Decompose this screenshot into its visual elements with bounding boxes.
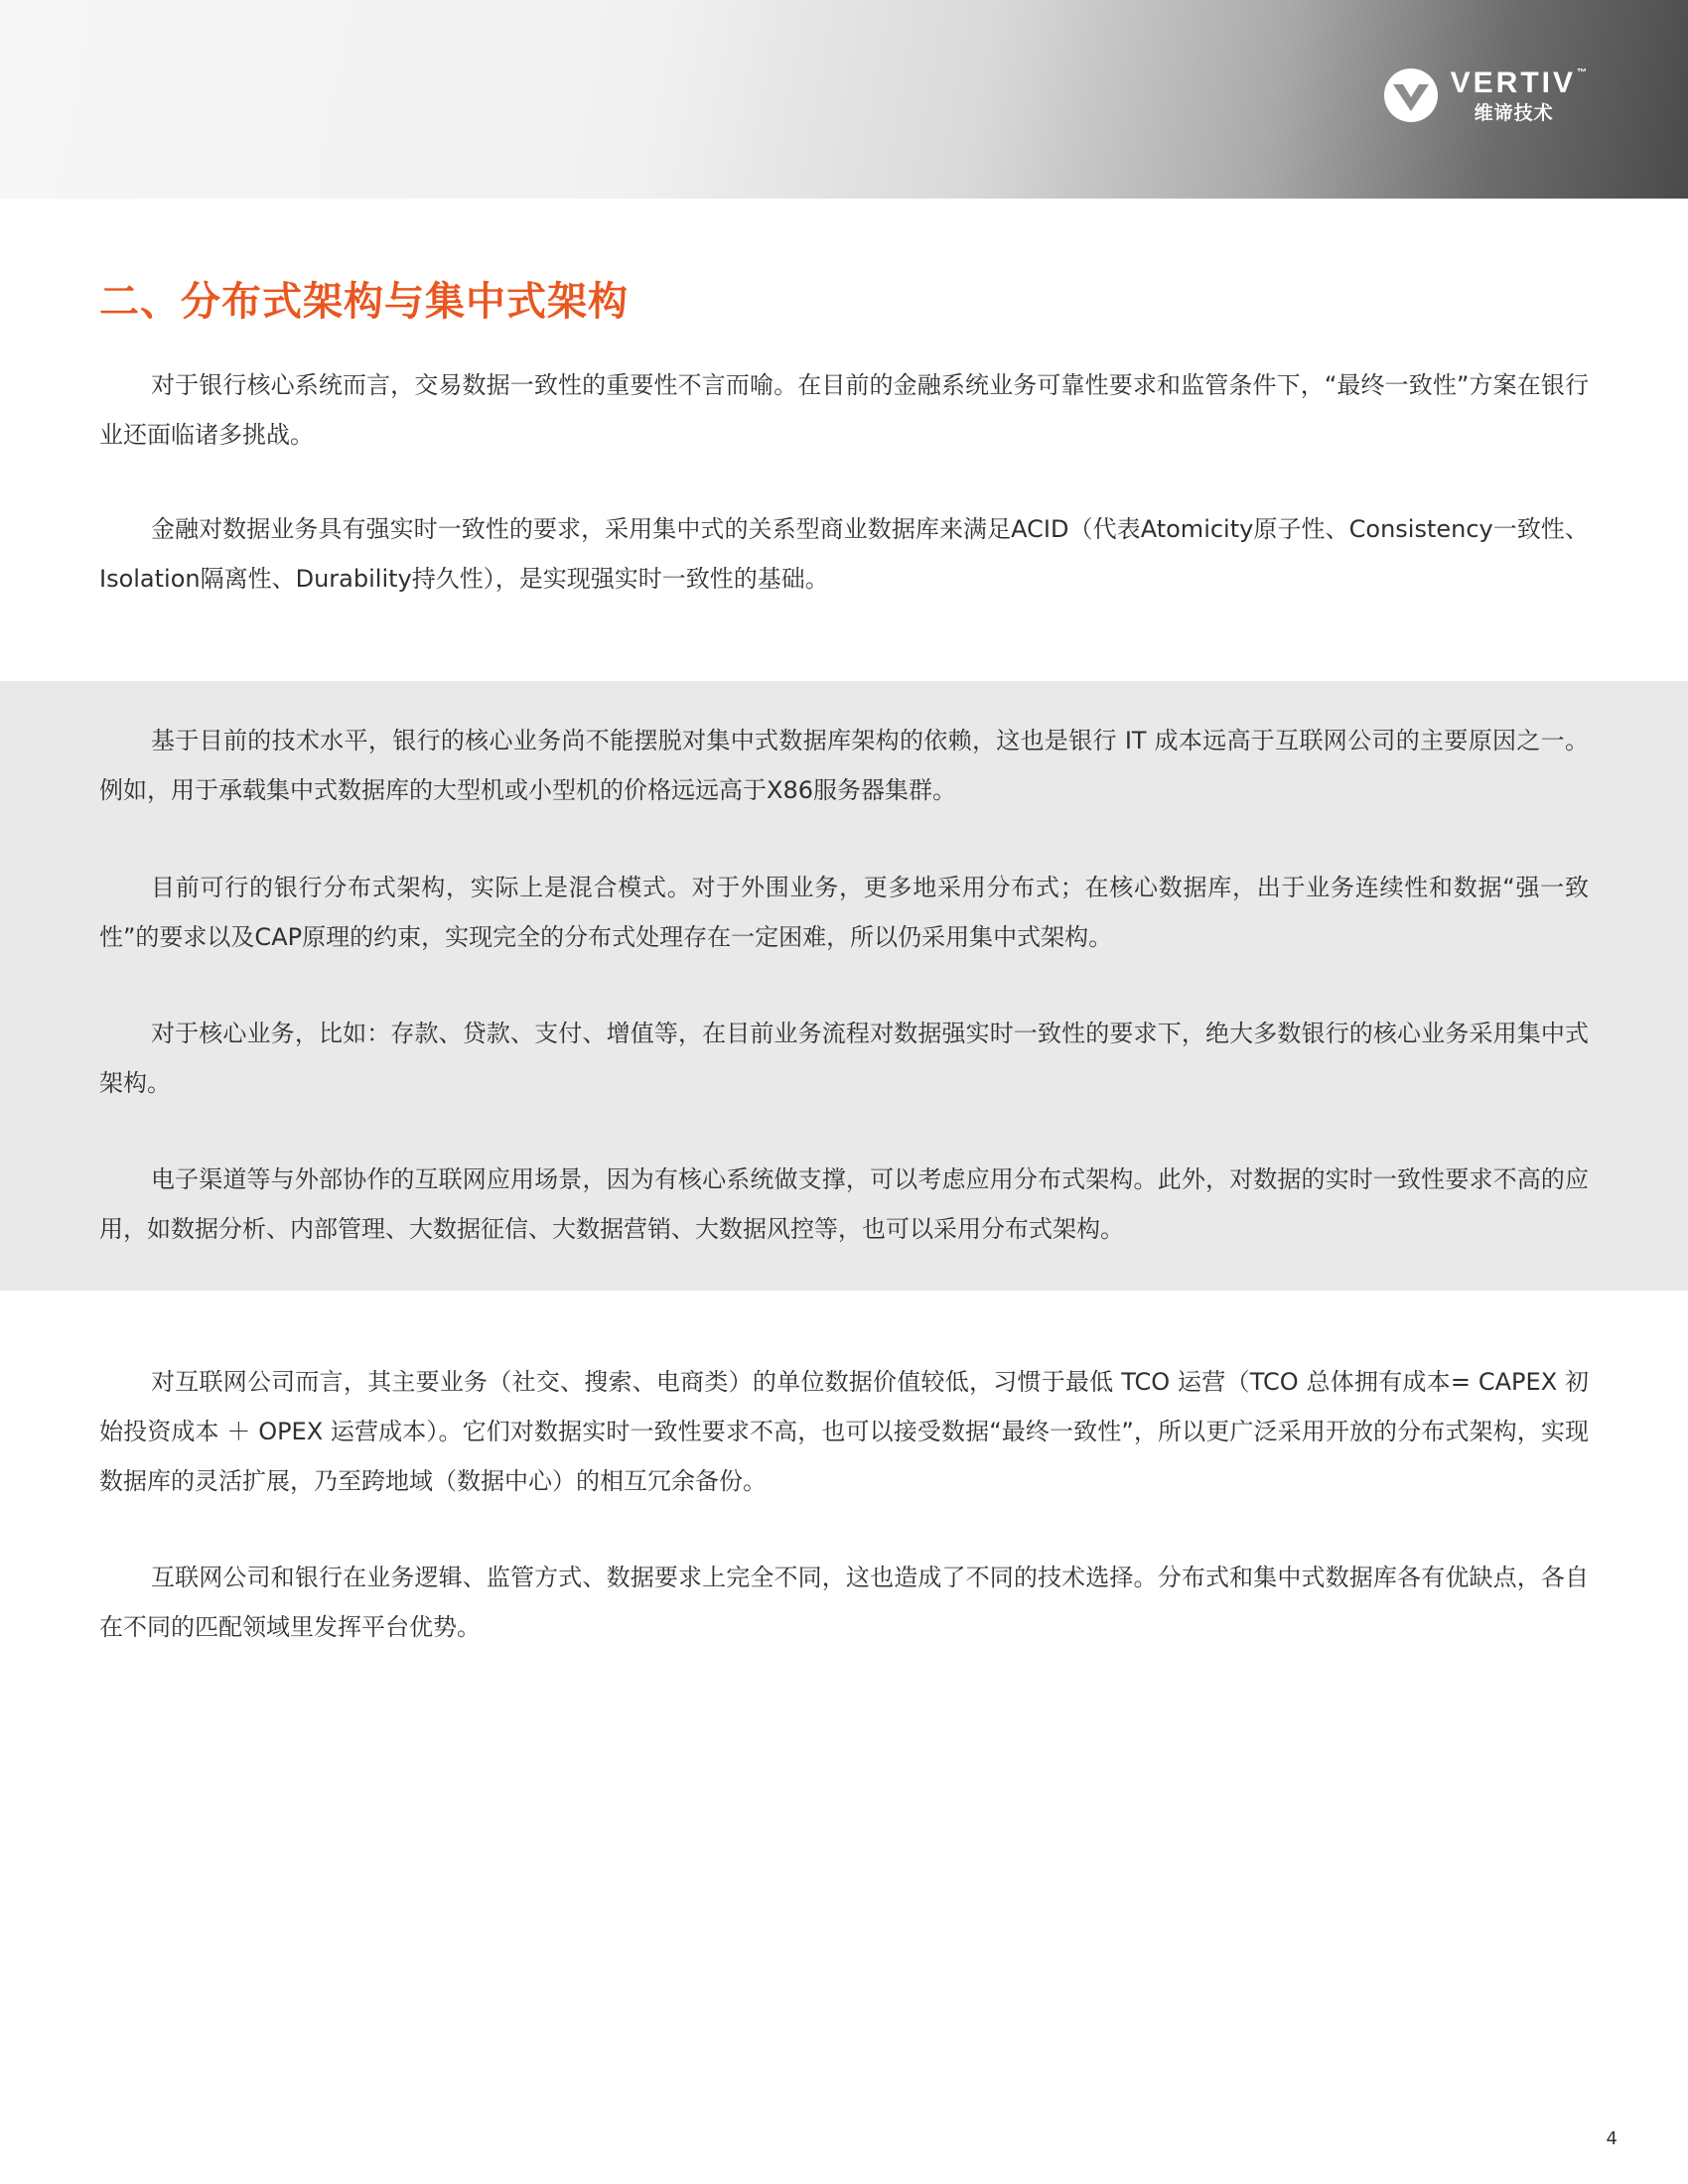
page-number: 4 <box>1606 2128 1618 2149</box>
vertiv-logo-icon <box>1383 68 1439 123</box>
closing-paragraph-2: 互联网公司和银行在业务逻辑、监管方式、数据要求上完全不同，这也造成了不同的技术选择。分布式和集中式数据库各有优缺点，各自在不同的匹配领域里发挥平台优势。 <box>99 1564 1589 1641</box>
closing-paragraph-1: 对互联网公司而言，其主要业务（社交、搜索、电商类）的单位数据价值较低，习惯于最低 TCO 运营（TCO 总体拥有成本= CAPEX 初始投资成本 ＋ OPEX 运营成本）。它们对数据实时一致性要求不高，也可以接受数据“最终一致性”，所以更广泛采用开放的分布式架构，实现数据库的灵活扩展，乃至跨地域（数据中心）的相互冗余备份。 <box>99 1368 1589 1495</box>
vertiv-logo <box>1383 68 1587 123</box>
panel-paragraph-1: 基于目前的技术水平，银行的核心业务尚不能摆脱对集中式数据库架构的依赖，这也是银行 IT 成本远高于互联网公司的主要原因之一。例如，用于承载集中式数据库的大型机或小型机的价格远远高于X86服务器集群。 <box>99 727 1589 804</box>
header-band <box>0 0 1688 199</box>
section-title: 二、分布式架构与集中式架构 <box>99 279 629 325</box>
intro-paragraph-2: 金融对数据业务具有强实时一致性的要求，采用集中式的关系型商业数据库来满足ACID（代表Atomicity原子性、Consistency一致性、Isolation隔离性、Durability持久性），是实现强实时一致性的基础。 <box>99 515 1589 593</box>
logo-text <box>1451 68 1587 123</box>
panel-paragraph-2: 目前可行的银行分布式架构，实际上是混合模式。对于外围业务，更多地采用分布式；在核心数据库，出于业务连续性和数据“强一致性”的要求以及CAP原理的约束，实现完全的分布式处理存在一定困难，所以仍采用集中式架构。 <box>99 874 1589 951</box>
intro-paragraph-1: 对于银行核心系统而言，交易数据一致性的重要性不言而喻。在目前的金融系统业务可靠性要求和监管条件下，“最终一致性”方案在银行业还面临诸多挑战。 <box>99 371 1589 449</box>
logo-wordmark: VERTIV™ <box>1450 66 1587 99</box>
trademark-symbol: ™ <box>1577 67 1587 78</box>
logo-chinese-name: 维谛技术 <box>1474 101 1554 124</box>
panel-paragraph-3: 对于核心业务，比如：存款、贷款、支付、增值等，在目前业务流程对数据强实时一致性的要求下，绝大多数银行的核心业务采用集中式架构。 <box>99 1020 1589 1097</box>
panel-paragraph-4: 电子渠道等与外部协作的互联网应用场景，因为有核心系统做支撑，可以考虑应用分布式架构。此外，对数据的实时一致性要求不高的应用，如数据分析、内部管理、大数据征信、大数据营销、大数据风控等，也可以采用分布式架构。 <box>99 1165 1589 1243</box>
